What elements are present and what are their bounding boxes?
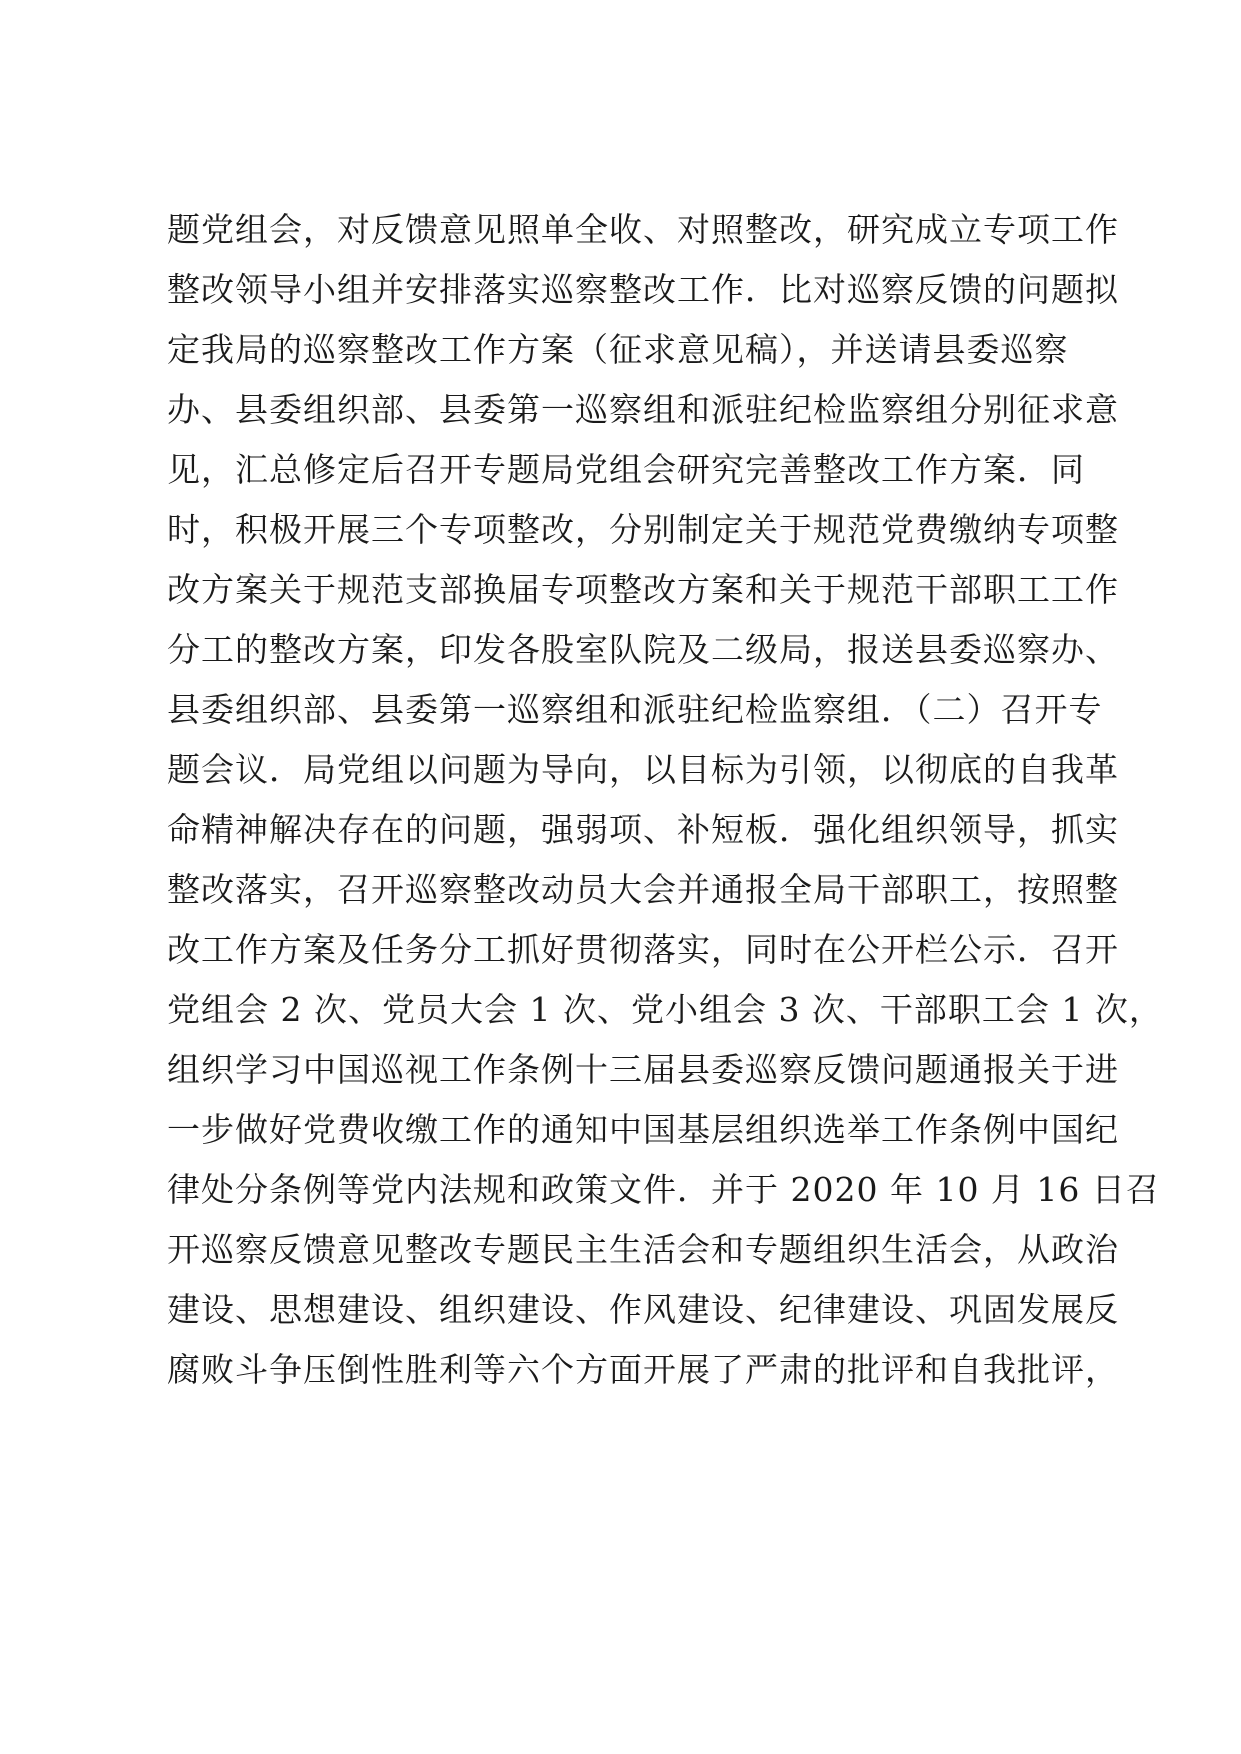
text-line: 题党组会，对反馈意见照单全收、对照整改，研究成立专项工作	[167, 210, 1119, 249]
text-line: 定我局的巡察整改工作方案（征求意见稿），并送请县委巡察	[167, 330, 1069, 369]
text-line: 组织学习中国巡视工作条例十三届县委巡察反馈问题通报关于进	[167, 1050, 1119, 1089]
text-line: 开巡察反馈意见整改专题民主生活会和专题组织生活会，从政治	[167, 1230, 1119, 1269]
text-line: 改工作方案及任务分工抓好贯彻落实，同时在公开栏公示．召开	[167, 930, 1119, 969]
text-line: 建设、思想建设、组织建设、作风建设、纪律建设、巩固发展反	[167, 1290, 1119, 1329]
text-line: 题会议．局党组以问题为导向，以目标为引领，以彻底的自我革	[167, 750, 1119, 789]
text-line: 办、县委组织部、县委第一巡察组和派驻纪检监察组分别征求意	[167, 390, 1119, 429]
text-line: 一步做好党费收缴工作的通知中国基层组织选举工作条例中国纪	[167, 1110, 1119, 1149]
text-line: 改方案关于规范支部换届专项整改方案和关于规范干部职工工作	[167, 570, 1119, 609]
body-text	[167, 200, 1163, 1400]
text-line: 见，汇总修定后召开专题局党组会研究完善整改工作方案．同	[167, 450, 1085, 489]
text-line: 整改落实，召开巡察整改动员大会并通报全局干部职工，按照整	[167, 870, 1119, 909]
text-line: 分工的整改方案，印发各股室队院及二级局，报送县委巡察办、	[167, 630, 1119, 669]
text-line: 县委组织部、县委第一巡察组和派驻纪检监察组．（二）召开专	[167, 690, 1103, 729]
text-line: 命精神解决存在的问题，强弱项、补短板．强化组织领导，抓实	[167, 810, 1119, 849]
text-line: 律处分条例等党内法规和政策文件．并于 2020 年 10 月 16 日召	[167, 1170, 1160, 1209]
text-line: 党组会 2 次、党员大会 1 次、党小组会 3 次、干部职工会 1 次，	[167, 990, 1163, 1029]
text-line: 腐败斗争压倒性胜利等六个方面开展了严肃的批评和自我批评，	[167, 1350, 1119, 1389]
text-line: 时，积极开展三个专项整改，分别制定关于规范党费缴纳专项整	[167, 510, 1119, 549]
text-line: 整改领导小组并安排落实巡察整改工作．比对巡察反馈的问题拟	[167, 270, 1119, 309]
